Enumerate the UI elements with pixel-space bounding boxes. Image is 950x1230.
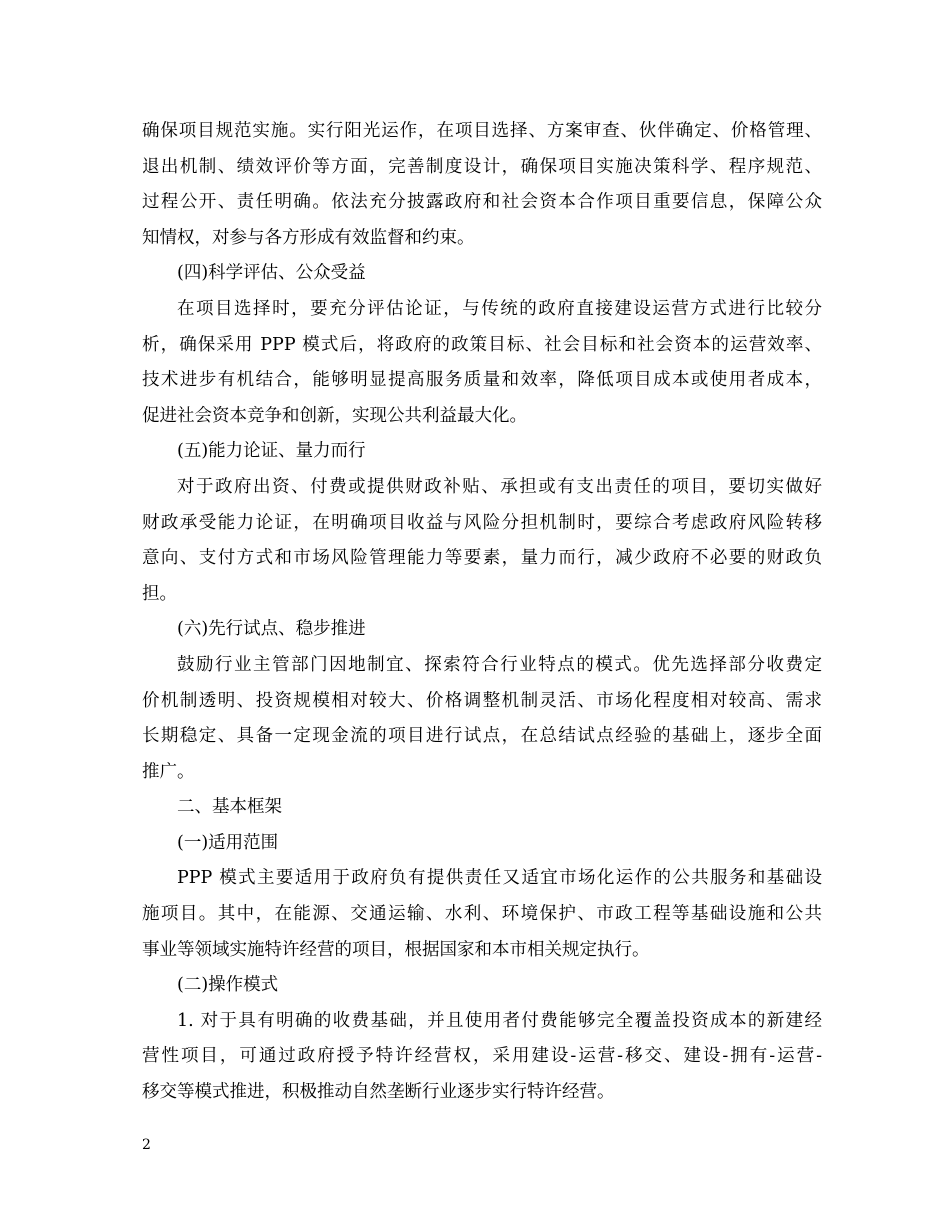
text-line: 确保项目规范实施。实行阳光运作，在项目选择、方案审查、伙伴确定、价格管理、 xyxy=(142,121,822,141)
text-line: 事业等领域实施特许经营的项目，根据国家和本市相关规定执行。 xyxy=(142,939,650,960)
text-line: 鼓励行业主管部门因地制宜、探索符合行业特点的模式。优先选择部分收费定 xyxy=(177,654,822,675)
text-line: 移交等模式推进，积极推动自然垄断行业逐步实行特许经营。 xyxy=(142,1082,615,1103)
page-number: 2 xyxy=(142,1137,151,1153)
text-line: 财政承受能力论证，在明确项目收益与风险分担机制时，要综合考虑政府风险转移 xyxy=(142,512,822,533)
text-line: 知情权，对参与各方形成有效监督和约束。 xyxy=(142,227,475,248)
text-line: 在项目选择时，要充分评估论证，与传统的政府直接建设运营方式进行比较分 xyxy=(177,298,822,319)
chapter-heading: 二、基本框架 xyxy=(177,797,282,818)
text-line: 析，确保采用 PPP 模式后，将政府的政策目标、社会目标和社会资本的运营效率、 xyxy=(142,334,822,355)
section-heading: (一)适用范围 xyxy=(177,832,279,853)
text-line: 1. 对于具有明确的收费基础，并且使用者付费能够完全覆盖投资成本的新建经 xyxy=(177,1010,822,1031)
section-heading: (六)先行试点、稳步推进 xyxy=(177,619,366,640)
text-line: 过程公开、责任明确。依法充分披露政府和社会资本合作项目重要信息，保障公众 xyxy=(142,192,822,213)
text-line: 意向、支付方式和市场风险管理能力等要素，量力而行，减少政府不必要的财政负 xyxy=(142,548,822,569)
text-line: 价机制透明、投资规模相对较大、价格调整机制灵活、市场化程度相对较高、需求 xyxy=(142,690,822,711)
section-heading: (二)操作模式 xyxy=(177,975,279,996)
text-line: PPP 模式主要适用于政府负有提供责任又适宜市场化运作的公共服务和基础设 xyxy=(177,868,822,889)
text-line: 施项目。其中，在能源、交通运输、水利、环境保护、市政工程等基础设施和公共 xyxy=(142,904,822,925)
section-heading: (四)科学评估、公众受益 xyxy=(177,263,366,284)
section-heading: (五)能力论证、量力而行 xyxy=(177,441,366,462)
text-line: 推广。 xyxy=(142,761,195,782)
text-line: 促进社会资本竞争和创新，实现公共利益最大化。 xyxy=(142,405,527,426)
text-line: 对于政府出资、付费或提供财政补贴、承担或有支出责任的项目，要切实做好 xyxy=(177,476,822,497)
text-line: 技术进步有机结合，能够明显提高服务质量和效率，降低项目成本或使用者成本， xyxy=(142,370,822,391)
text-line: 营性项目，可通过政府授予特许经营权，采用建设-运营-移交、建设-拥有-运营- xyxy=(142,1046,822,1067)
body-text xyxy=(142,114,822,1111)
text-line: 退出机制、绩效评价等方面，完善制度设计，确保项目实施决策科学、程序规范、 xyxy=(142,156,822,177)
text-line: 长期稳定、具备一定现金流的项目进行试点，在总结试点经验的基础上，逐步全面 xyxy=(142,726,822,747)
text-line: 担。 xyxy=(142,583,177,604)
